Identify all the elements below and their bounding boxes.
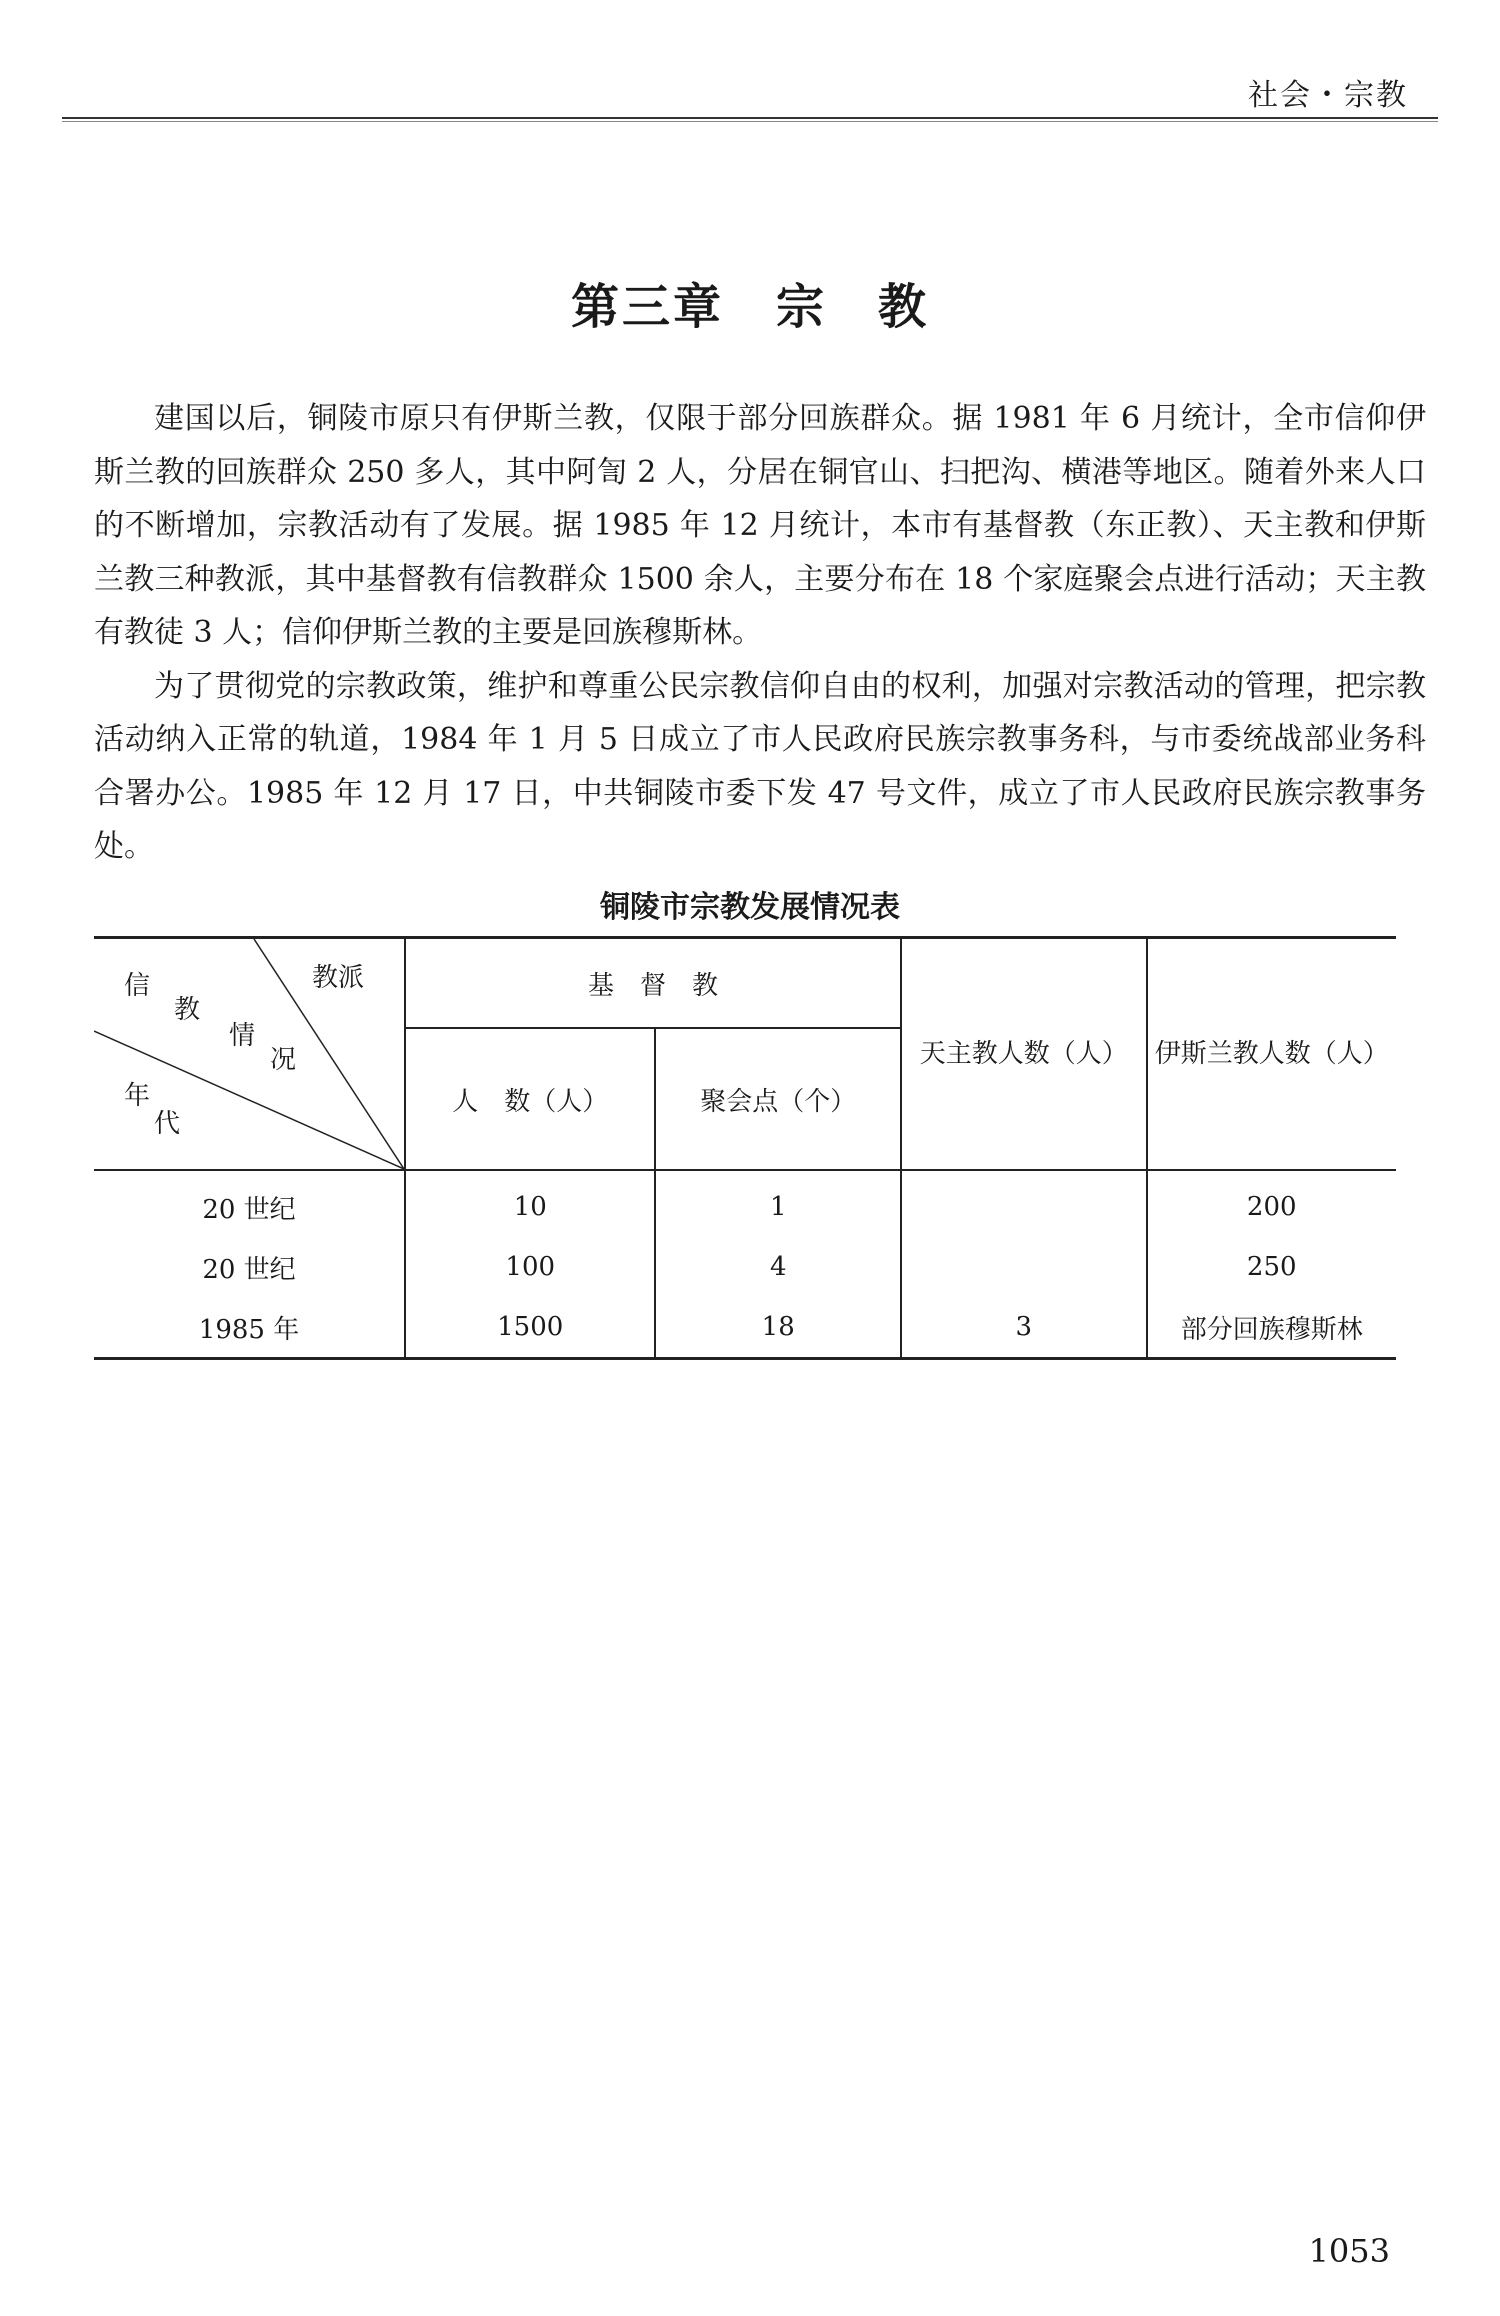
christian-points-cell: 4 xyxy=(655,1237,901,1297)
christian-header: 基 督 教 xyxy=(405,938,901,1029)
era-cell: 20 世纪 xyxy=(202,1254,296,1285)
corner-label-char: 信 xyxy=(124,971,151,1001)
chapter-number: 第三章 xyxy=(570,279,724,335)
islam-cell: 部分回族穆斯林 xyxy=(1147,1297,1397,1359)
table-row xyxy=(94,1237,1396,1297)
diagonal-corner xyxy=(94,939,404,1169)
header-rule xyxy=(62,117,1438,122)
christian-points-cell: 18 xyxy=(655,1297,901,1359)
christian-people-cell: 100 xyxy=(405,1237,655,1297)
christian-people-header: 人 数（人） xyxy=(405,1028,655,1170)
islam-cell: 200 xyxy=(1147,1170,1397,1237)
catholic-cell xyxy=(901,1237,1147,1297)
paragraph: 为了贯彻党的宗教政策，维护和尊重公民宗教信仰自由的权利，加强对宗教活动的管理，把宗教活动纳入正常的轨道，1984 年 1 月 5 日成立了市人民政府民族宗教事务科，与市委统战部业务科合署办公。1985 年 12 月 17 日，中共铜陵市委下发 47 号文件，成立了市人民政府民族宗教事务处。 xyxy=(94,668,1426,864)
corner-label-sect: 教派 xyxy=(312,963,365,993)
era-cell: 1985 年 xyxy=(198,1314,300,1345)
page-number: 1053 xyxy=(1308,2232,1390,2270)
islam-header: 伊斯兰教人数（人） xyxy=(1147,938,1397,1171)
era-cell: 20 世纪 xyxy=(202,1194,296,1225)
chapter-title xyxy=(0,268,1500,337)
corner-label-char: 情 xyxy=(229,1021,256,1051)
catholic-header: 天主教人数（人） xyxy=(901,938,1147,1171)
christian-points-header: 聚会点（个） xyxy=(655,1028,901,1170)
paragraph: 建国以后，铜陵市原只有伊斯兰教，仅限于部分回族群众。据 1981 年 6 月统计，全市信仰伊斯兰教的回族群众 250 多人，其中阿訇 2 人，分居在铜官山、扫把沟、横港等地区。随着外来人口的不断增加，宗教活动有了发展。据 1985 年 12 月统计，本市有基督教（东正教）、天主教和伊斯兰教三种教派，其中基督教有信教群众 1500 余人，主要分布在 18 个家庭聚会点进行活动；天主教有教徒 3 人；信仰伊斯兰教的主要是回族穆斯林。 xyxy=(94,401,1426,650)
chapter-name: 宗 教 xyxy=(776,279,930,335)
catholic-cell xyxy=(901,1170,1147,1237)
table-row xyxy=(94,1170,1396,1237)
corner-label-char: 教 xyxy=(174,995,201,1025)
corner-label-char: 年 xyxy=(124,1081,151,1111)
christian-people-cell: 10 xyxy=(405,1170,655,1237)
corner-label-char: 况 xyxy=(270,1045,297,1075)
christian-points-cell: 1 xyxy=(655,1170,901,1237)
corner-header-cell xyxy=(94,938,405,1171)
christian-people-cell: 1500 xyxy=(405,1297,655,1359)
islam-cell: 250 xyxy=(1147,1237,1397,1297)
running-head: 社会・宗教 xyxy=(1248,78,1408,113)
table-title: 铜陵市宗教发展情况表 xyxy=(600,890,900,925)
religion-development-table xyxy=(94,936,1396,1360)
table-row xyxy=(94,1297,1396,1359)
catholic-cell: 3 xyxy=(901,1297,1147,1359)
body-text xyxy=(94,392,1426,874)
corner-label-char: 代 xyxy=(154,1109,181,1139)
